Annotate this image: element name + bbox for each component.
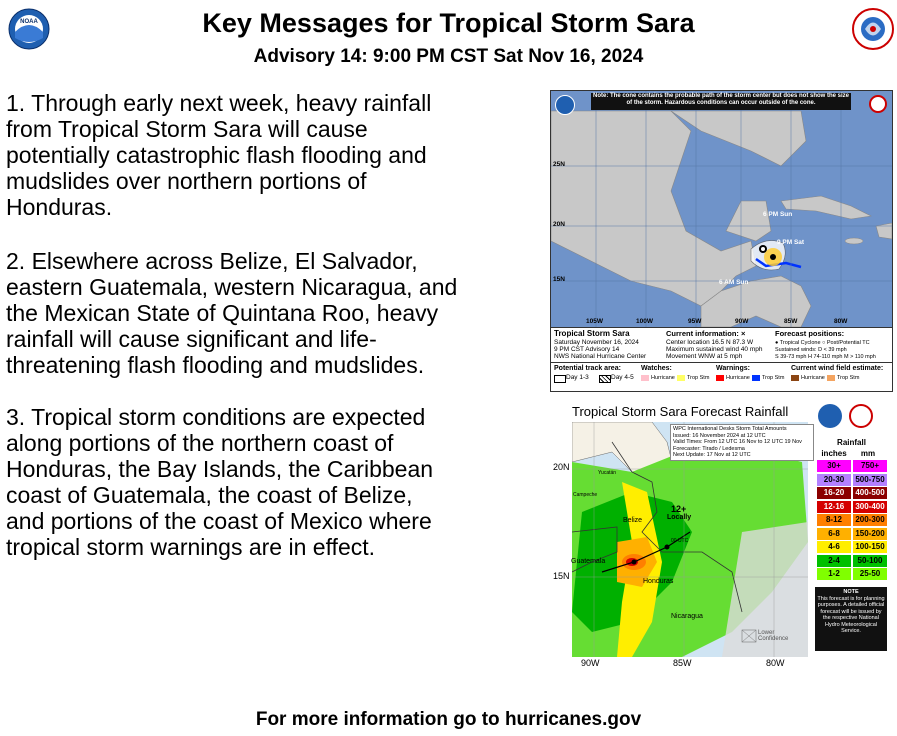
track-time-label: 00 UTC: [671, 538, 689, 544]
note-title: NOTE: [843, 589, 859, 595]
forecast-line: ● Tropical Cyclone ○ Post/Potential TC: [775, 340, 870, 346]
message-line: along portions of the northern coast of: [6, 430, 394, 456]
wpc-info-box: [670, 424, 814, 461]
track-area-label: Potential track area:: [554, 365, 621, 372]
storm-line: NWS National Hurricane Center: [554, 353, 647, 360]
legend-mm: 500-750: [853, 474, 887, 486]
storm-name: Tropical Storm Sara: [554, 329, 630, 338]
wpc-line: Issued: 16 November 2024 at 12 UTC: [673, 432, 766, 439]
max-rain-label: 12+: [671, 504, 687, 514]
rainfall-legend-title: Rainfall: [837, 438, 866, 447]
message-line: the Mexican State of Quintana Roo, heavy: [6, 300, 439, 326]
lon-label: 90W: [581, 658, 600, 668]
message-line: rainfall will cause significant and life-: [6, 326, 377, 352]
message-line: threatening flash flooding and mudslides.: [6, 352, 425, 378]
page-title: Key Messages for Tropical Storm Sara: [202, 8, 695, 38]
place-label: Honduras: [643, 578, 674, 585]
forecast-line: S 39-73 mph H 74-110 mph M > 110 mph: [775, 354, 876, 360]
legend-row: [817, 514, 889, 526]
legend-mm: 25-50: [853, 568, 887, 580]
lower-confidence-label: Lower Confidence: [758, 630, 789, 642]
legend-mm: 50-100: [853, 555, 887, 567]
current-info-line: Maximum sustained wind 40 mph: [666, 346, 763, 353]
forecast-point-label: 9 PM Sat: [777, 239, 805, 246]
lat-label: 20N: [553, 221, 565, 228]
legend-row: [817, 501, 889, 513]
legend-row: [817, 541, 889, 553]
legend-inches: 2-4: [817, 555, 851, 567]
legend-row: [817, 487, 889, 499]
legend-mm: 100-150: [853, 541, 887, 553]
legend-mm: 300-400: [853, 501, 887, 513]
message-line: mudslides over northern portions of: [6, 168, 367, 194]
current-info-line: Movement WNW at 5 mph: [666, 353, 743, 360]
legend-mm: 150-200: [853, 528, 887, 540]
warnings-label: Warnings:: [716, 365, 750, 372]
forecast-positions-title: Forecast positions:: [775, 329, 845, 338]
watch-hurricane: Hurricane: [651, 375, 675, 381]
forecast-line: Sustained winds: D < 39 mph: [775, 347, 847, 353]
cone-info-panel: [551, 327, 892, 392]
wpc-line: Valid Times: From 12 UTC 16 Nov to 12 UTC 19 Nov: [673, 439, 802, 445]
warning-trop-stm: Trop Stm: [762, 375, 785, 381]
advisory-subtitle: Advisory 14: 9:00 PM CST Sat Nov 16, 2024: [253, 46, 644, 67]
place-label: Guatemala: [571, 558, 606, 565]
note-text: This forecast is for planning purposes. A detailed official forecast will be issued by the respective National Hydro Meteorological Service.: [817, 595, 885, 634]
legend-inches: 6-8: [817, 528, 851, 540]
max-rain-sublabel: Locally: [667, 514, 692, 521]
message-line: Honduras, the Bay Islands, the Caribbean: [6, 456, 434, 482]
key-message-1: [6, 90, 521, 220]
storm-line: 9 PM CST Advisory 14: [554, 346, 620, 353]
cone-note: Note: The cone contains the probable path of the storm center but does not show the size of the storm. Hazardous conditions can occur outside of the cone.: [591, 93, 851, 110]
message-line: coast of Guatemala, the coast of Belize,: [6, 482, 413, 508]
legend-mm: 200-300: [853, 514, 887, 526]
wind-hurricane: Hurricane: [801, 375, 825, 381]
message-line: and portions of the coast of Mexico where: [6, 508, 432, 534]
track-day45: Day 4-5: [611, 374, 634, 381]
cone-nws-logo: [869, 95, 887, 113]
lon-label: 95W: [688, 318, 702, 325]
message-line: eastern Guatemala, western Nicaragua, and: [6, 274, 458, 300]
forecast-note-box: [815, 587, 887, 651]
legend-inches: 16-20: [817, 487, 851, 499]
cone-forecast-map: [550, 90, 893, 392]
place-label: Campeche: [573, 492, 598, 498]
legend-mm: 750+: [853, 460, 887, 472]
legend-row: [817, 528, 889, 540]
watches-label: Watches:: [641, 365, 672, 372]
wind-field-label: Current wind field estimate:: [791, 365, 884, 372]
lon-label: 85W: [784, 318, 798, 325]
lon-label: 80W: [766, 658, 785, 668]
lat-label: 15N: [553, 571, 570, 581]
legend-inches: 12-16: [817, 501, 851, 513]
warning-hurricane: Hurricane: [726, 375, 750, 381]
cone-noaa-logo: [555, 95, 575, 115]
current-info-line: Center location 16.5 N 87.3 W: [666, 339, 754, 346]
lon-label: 105W: [586, 318, 603, 325]
rainfall-title: Tropical Storm Sara Forecast Rainfall: [572, 404, 789, 419]
current-info-title: Current information: ×: [666, 329, 746, 338]
message-line: 3. Tropical storm conditions are expected: [6, 404, 426, 430]
svg-text:NOAA: NOAA: [20, 19, 38, 25]
storm-line: Saturday November 16, 2024: [554, 339, 639, 346]
legend-row: [817, 555, 889, 567]
message-line: 2. Elsewhere across Belize, El Salvador,: [6, 248, 418, 274]
legend-inches: 4-6: [817, 541, 851, 553]
legend-mm: 400-500: [853, 487, 887, 499]
wpc-line: Next Update: 17 Nov at 12 UTC: [673, 452, 751, 458]
wind-trop-stm: Trop Stm: [837, 375, 860, 381]
lat-label: 15N: [553, 276, 565, 283]
forecast-point-label: 6 AM Sun: [719, 279, 749, 286]
legend-row: [817, 460, 889, 472]
rainfall-forecast-map: [553, 400, 893, 670]
lon-label: 100W: [636, 318, 653, 325]
legend-row: [817, 474, 889, 486]
forecast-point-label: 6 PM Sun: [763, 211, 793, 218]
lon-label: 80W: [834, 318, 848, 325]
rain-noaa-logo: [818, 404, 842, 428]
legend-row: [817, 568, 889, 580]
wpc-line: WPC International Desks Storm Total Amounts: [673, 426, 787, 432]
message-line: tropical storm warnings are in effect.: [6, 534, 376, 560]
watch-trop-stm: Trop Stm: [687, 375, 710, 381]
footer-link-text: For more information go to hurricanes.gov: [255, 709, 642, 730]
units-mm: mm: [860, 449, 876, 458]
message-line: Honduras.: [6, 194, 113, 220]
lat-label: 20N: [553, 462, 570, 472]
message-line: potentially catastrophic flash flooding and: [6, 142, 427, 168]
place-label: Yucatán: [598, 470, 617, 476]
legend-inches: 1-2: [817, 568, 851, 580]
key-message-2: [6, 248, 521, 378]
lon-label: 85W: [673, 658, 692, 668]
cone-map-svg: [551, 91, 892, 327]
legend-inches: 20-30: [817, 474, 851, 486]
rainfall-legend-units: [817, 448, 889, 460]
wpc-line: Forecaster: Tirado / Ledesma: [673, 445, 745, 452]
message-line: from Tropical Storm Sara will cause: [6, 116, 368, 142]
legend-inches: 30+: [817, 460, 851, 472]
track-day13: Day 1-3: [566, 374, 589, 381]
lat-label: 25N: [553, 161, 565, 168]
key-message-3: [6, 404, 521, 560]
place-label: Nicaragua: [671, 613, 703, 620]
lon-label: 90W: [735, 318, 749, 325]
units-in: inches: [821, 449, 847, 458]
message-line: 1. Through early next week, heavy rainfall: [6, 90, 432, 116]
rain-nws-logo: [849, 404, 873, 428]
legend-inches: 8-12: [817, 514, 851, 526]
place-label: Belize: [623, 517, 643, 524]
